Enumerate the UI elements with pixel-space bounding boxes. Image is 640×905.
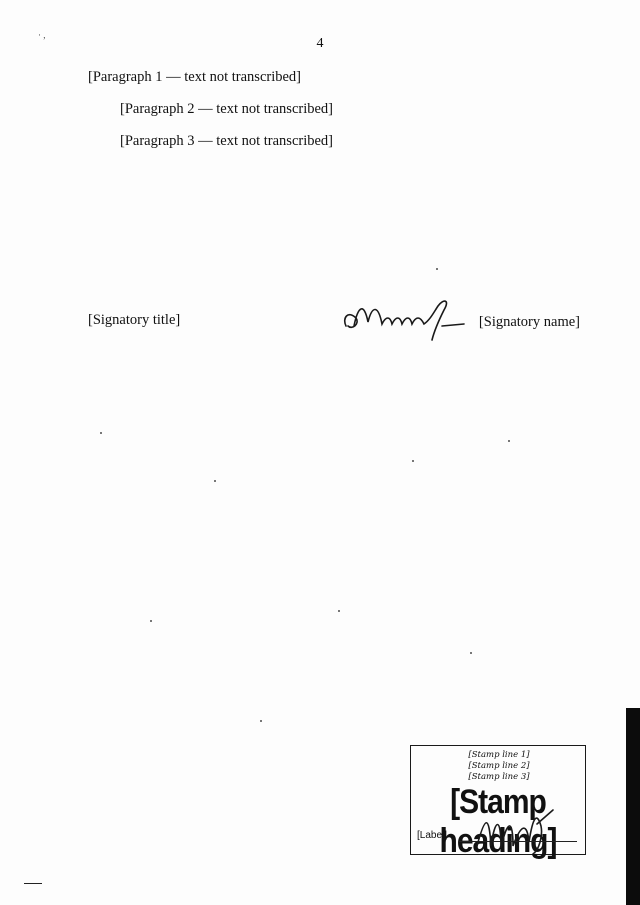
scan-mark: · , xyxy=(38,30,46,40)
page-number: 4 xyxy=(316,36,324,51)
signature-block xyxy=(88,296,580,356)
scan-speck xyxy=(100,432,102,434)
signatory-position: [Signatory title] xyxy=(88,312,181,328)
paragraph-4: [Paragraph 3 — text not transcribed] xyxy=(120,133,333,149)
signatory-name: [Signatory name] xyxy=(478,314,580,330)
scan-speck xyxy=(412,460,414,462)
stamp-main-text: [Stamp heading] xyxy=(439,782,557,860)
handwritten-signature xyxy=(338,296,468,346)
paragraph-continuation: [Paragraph 1 — text not transcribed] xyxy=(88,69,301,85)
stamp-sign-label: [Label] xyxy=(417,830,448,841)
scan-speck xyxy=(150,620,152,622)
scan-edge-shadow xyxy=(626,708,640,905)
stamp-org-line: [Stamp line 2] xyxy=(468,761,530,771)
scan-speck xyxy=(338,610,340,612)
scan-speck xyxy=(508,440,510,442)
certified-copy-stamp xyxy=(410,745,586,860)
stamp-organization xyxy=(411,750,587,783)
stamp-signature xyxy=(471,806,561,856)
stamp-org-line: [Stamp line 1] xyxy=(468,750,530,760)
scan-mark-bottom xyxy=(24,883,42,884)
document-body xyxy=(88,64,580,154)
stamp-org-line: [Stamp line 3] xyxy=(468,772,530,782)
scan-speck xyxy=(470,652,472,654)
scan-speck xyxy=(436,268,438,270)
scan-speck xyxy=(260,720,262,722)
scan-speck xyxy=(214,480,216,482)
paragraph-3: [Paragraph 2 — text not transcribed] xyxy=(120,101,333,117)
